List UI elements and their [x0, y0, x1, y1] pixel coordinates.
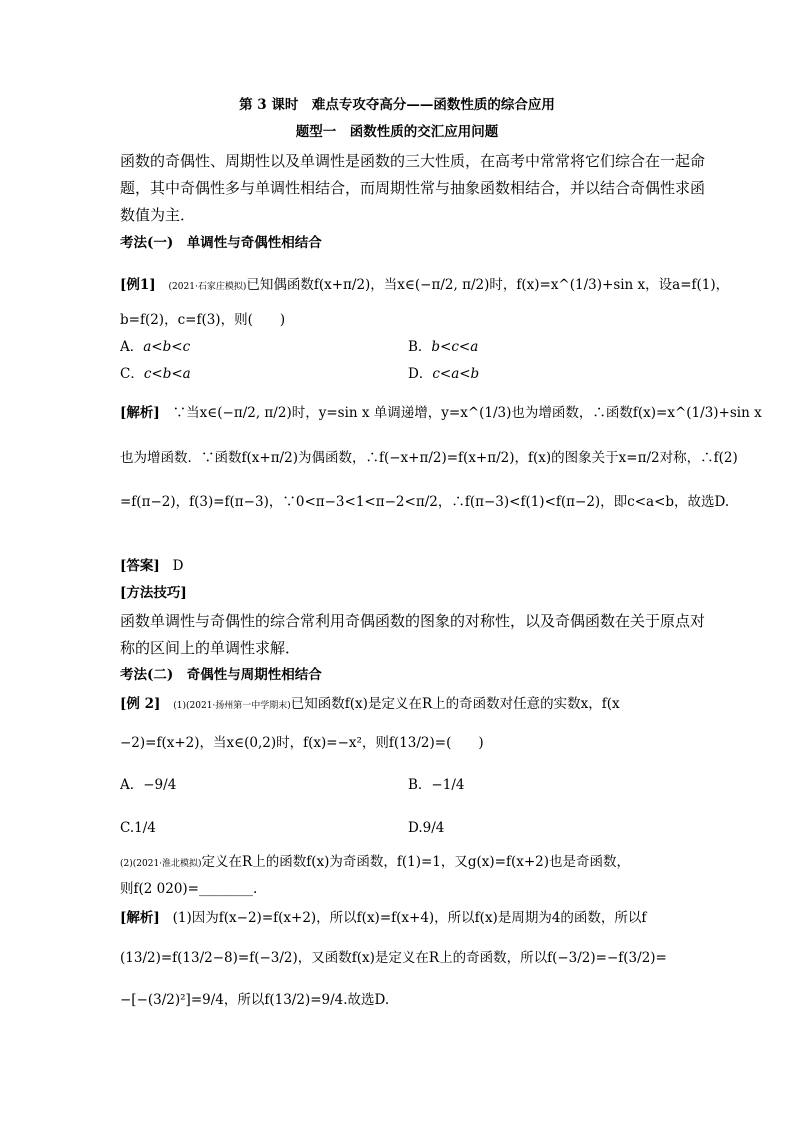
analysis2-line-2: (13/2)=f(13/2−8)=f(−3/2)，又函数f(x)是定义在R上的奇函数，所以f(−3/2)=−f(3/2)=	[120, 950, 667, 966]
lesson-title: 第 3 课时 难点专攻夺高分——函数性质的综合应用	[239, 97, 555, 113]
answer1: [答案] D	[120, 558, 184, 574]
intro-line-1: 函数的奇偶性、周期性以及单调性是函数的三大性质，在高考中常常将它们综合在一起命	[120, 152, 706, 170]
tips-line-2: 称的区间上的单调性求解．	[120, 639, 301, 657]
example1-option-d: D．c<a<b	[408, 366, 480, 382]
analysis1-line-3: =f(π−2)，f(3)=f(π−3)，∵0<π−3<1<π−2<π/2，∴f(π−3)<f(1)<f(π−2)，即c<a<b，故选D.	[120, 494, 730, 510]
example2-option-c: C.1/4	[120, 820, 156, 836]
example1-line-2: b=f(2)，c=f(3)，则( )	[120, 312, 286, 328]
example1-option-a: A．a<b<c	[120, 339, 191, 355]
example2-line-2: −2)=f(x+2)，当x∈(0,2)时，f(x)=−x²，则f(13/2)=( )	[120, 735, 484, 751]
example1-stem: 已知偶函数f(x+π/2)，当x∈(−π/2, π/2)时，f(x)=x^(1/3)+sin x，设a=f(1)，	[246, 277, 730, 293]
intro-line-3: 数值为主．	[120, 206, 196, 224]
example2-source: (1)(2021·扬州第一中学期末)	[173, 701, 291, 711]
analysis1-line-2: 也为增函数．∵函数f(x+π/2)为偶函数，∴f(−x+π/2)=f(x+π/2)，f(x)的图象关于x=π/2对称，∴f(2)	[120, 450, 738, 466]
example1-source: (2021·石家庄模拟)	[168, 282, 247, 292]
example2-option-b: B．−1/4	[408, 777, 465, 793]
example2-line-1: [例 2] (1)(2021·扬州第一中学期末)已知函数f(x)是定义在R上的奇函数对任意的实数x，f(x	[120, 696, 620, 712]
example1-option-c: C．c<b<a	[120, 366, 191, 382]
example2-tag: [例 2]	[120, 696, 161, 712]
analysis1-tag: [解析]	[120, 405, 160, 421]
analysis2-tag: [解析]	[120, 910, 160, 926]
analysis1-line-1: [解析] ∵当x∈(−π/2, π/2)时，y=sin x 单调递增，y=x^(1/3)也为增函数，∴函数f(x)=x^(1/3)+sin x	[120, 405, 762, 421]
example2-option-d: D.9/4	[408, 820, 445, 836]
example2-part2-source: (2)(2021·淮北模拟)	[120, 859, 202, 869]
example1-option-b: B．b<c<a	[408, 339, 479, 355]
example2-option-a: A．−9/4	[120, 777, 177, 793]
tips-tag: [方法技巧]	[120, 585, 187, 601]
section-title: 题型一 函数性质的交汇应用问题	[295, 124, 499, 140]
example2-part2-line-1: (2)(2021·淮北模拟)定义在R上的函数f(x)为奇函数，f(1)=1，又g(x)=f(x+2)也是奇函数，	[120, 854, 631, 870]
example1-line-1	[120, 275, 729, 297]
tips-line-1: 函数单调性与奇偶性的综合常利用奇偶函数的图象的对称性，以及奇偶函数在关于原点对	[120, 612, 706, 630]
method2-heading: 考法(二) 奇偶性与周期性相结合	[120, 667, 322, 683]
analysis2-line-1: [解析] (1)因为f(x−2)=f(x+2)，所以f(x)=f(x+4)，所以f(x)是周期为4的函数，所以f	[120, 910, 647, 926]
intro-line-2: 题，其中奇偶性多与单调性相结合，而周期性常与抽象函数相结合，并以结合奇偶性求函	[120, 179, 706, 197]
analysis2-line-3: −[−(3/2)²]=9/4，所以f(13/2)=9/4.故选D.	[120, 992, 390, 1008]
example1-tag: [例1]	[120, 277, 156, 293]
example2-part2-line-2: 则f(2 020)=________.	[120, 881, 258, 897]
method1-heading: 考法(一) 单调性与奇偶性相结合	[120, 235, 322, 251]
